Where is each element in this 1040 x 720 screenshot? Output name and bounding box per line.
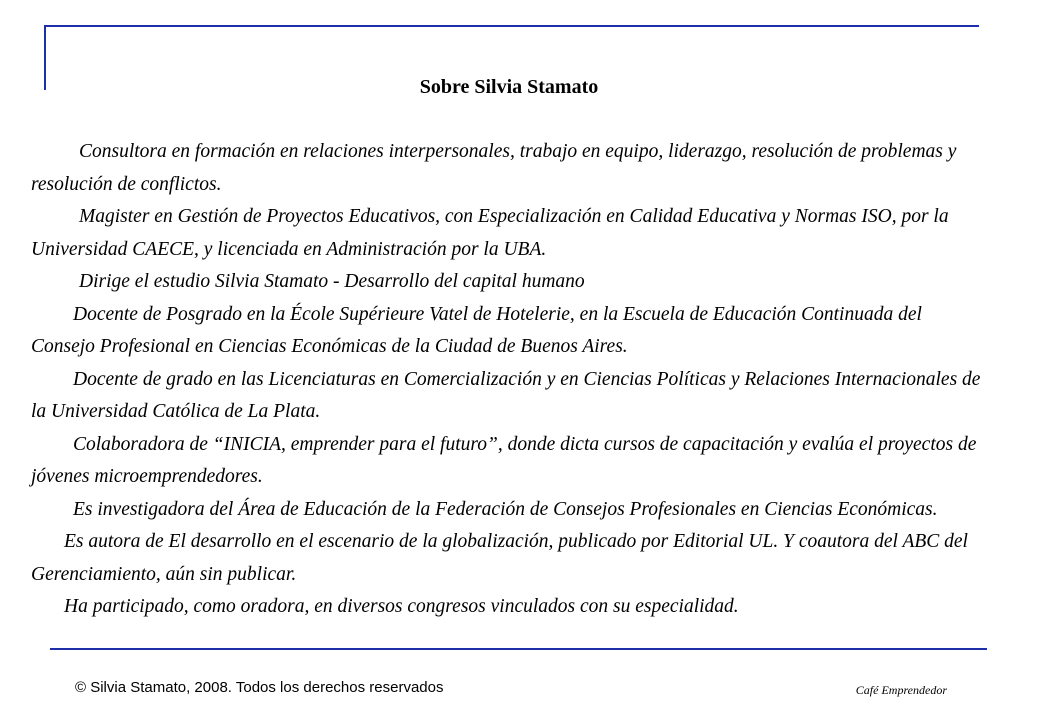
- bottom-divider: [50, 648, 987, 650]
- bio-paragraph-oradora: Ha participado, como oradora, en diversos congresos vinculados con su especialidad.: [64, 596, 739, 617]
- bio-paragraph-dirige: Dirige el estudio Silvia Stamato - Desarrollo del capital humano: [79, 271, 585, 292]
- bio-paragraph-inicia: Colaboradora de “INICIA, emprender para el futuro”, donde dicta cursos de capacitación y evalúa el proyectos de jóvenes microemprendedores.: [31, 433, 977, 487]
- page-title: Sobre Silvia Stamato: [419, 76, 599, 98]
- footer-copyright: © Silvia Stamato, 2008. Todos los derechos reservados: [75, 679, 444, 696]
- bio-body: [31, 136, 981, 624]
- bio-paragraph-autora: Es autora de El desarrollo en el escenario de la globalización, publicado por Editorial UL. Y coautora del ABC del Gerenciamiento, aún sin publicar.: [31, 531, 968, 585]
- bio-paragraph-investigadora: Es investigadora del Área de Educación de la Federación de Consejos Profesionales en Ciencias Económicas.: [73, 498, 938, 520]
- top-divider: [44, 25, 979, 27]
- bio-paragraph-posgrado: Docente de Posgrado en la École Supérieure Vatel de Hotelerie, en la Escuela de Educación Continuada del Consejo Profesional en Ciencias Económicas de la Ciudad de Buenos Aires.: [31, 303, 922, 357]
- bio-paragraph-consultora: Consultora en formación en relaciones interpersonales, trabajo en equipo, liderazgo, resolución de problemas y resolución de conflictos.: [31, 141, 957, 195]
- bio-paragraph-grado: Docente de grado en las Licenciaturas en Comercialización y en Ciencias Políticas y Relaciones Internacionales de la Universidad Católica de La Plata.: [31, 368, 981, 422]
- bio-paragraph-magister: Magister en Gestión de Proyectos Educativos, con Especialización en Calidad Educativa y Normas ISO, por la Universidad CAECE, y licenciada en Administración por la UBA.: [31, 206, 949, 260]
- footer-brand: Café Emprendedor: [855, 683, 947, 697]
